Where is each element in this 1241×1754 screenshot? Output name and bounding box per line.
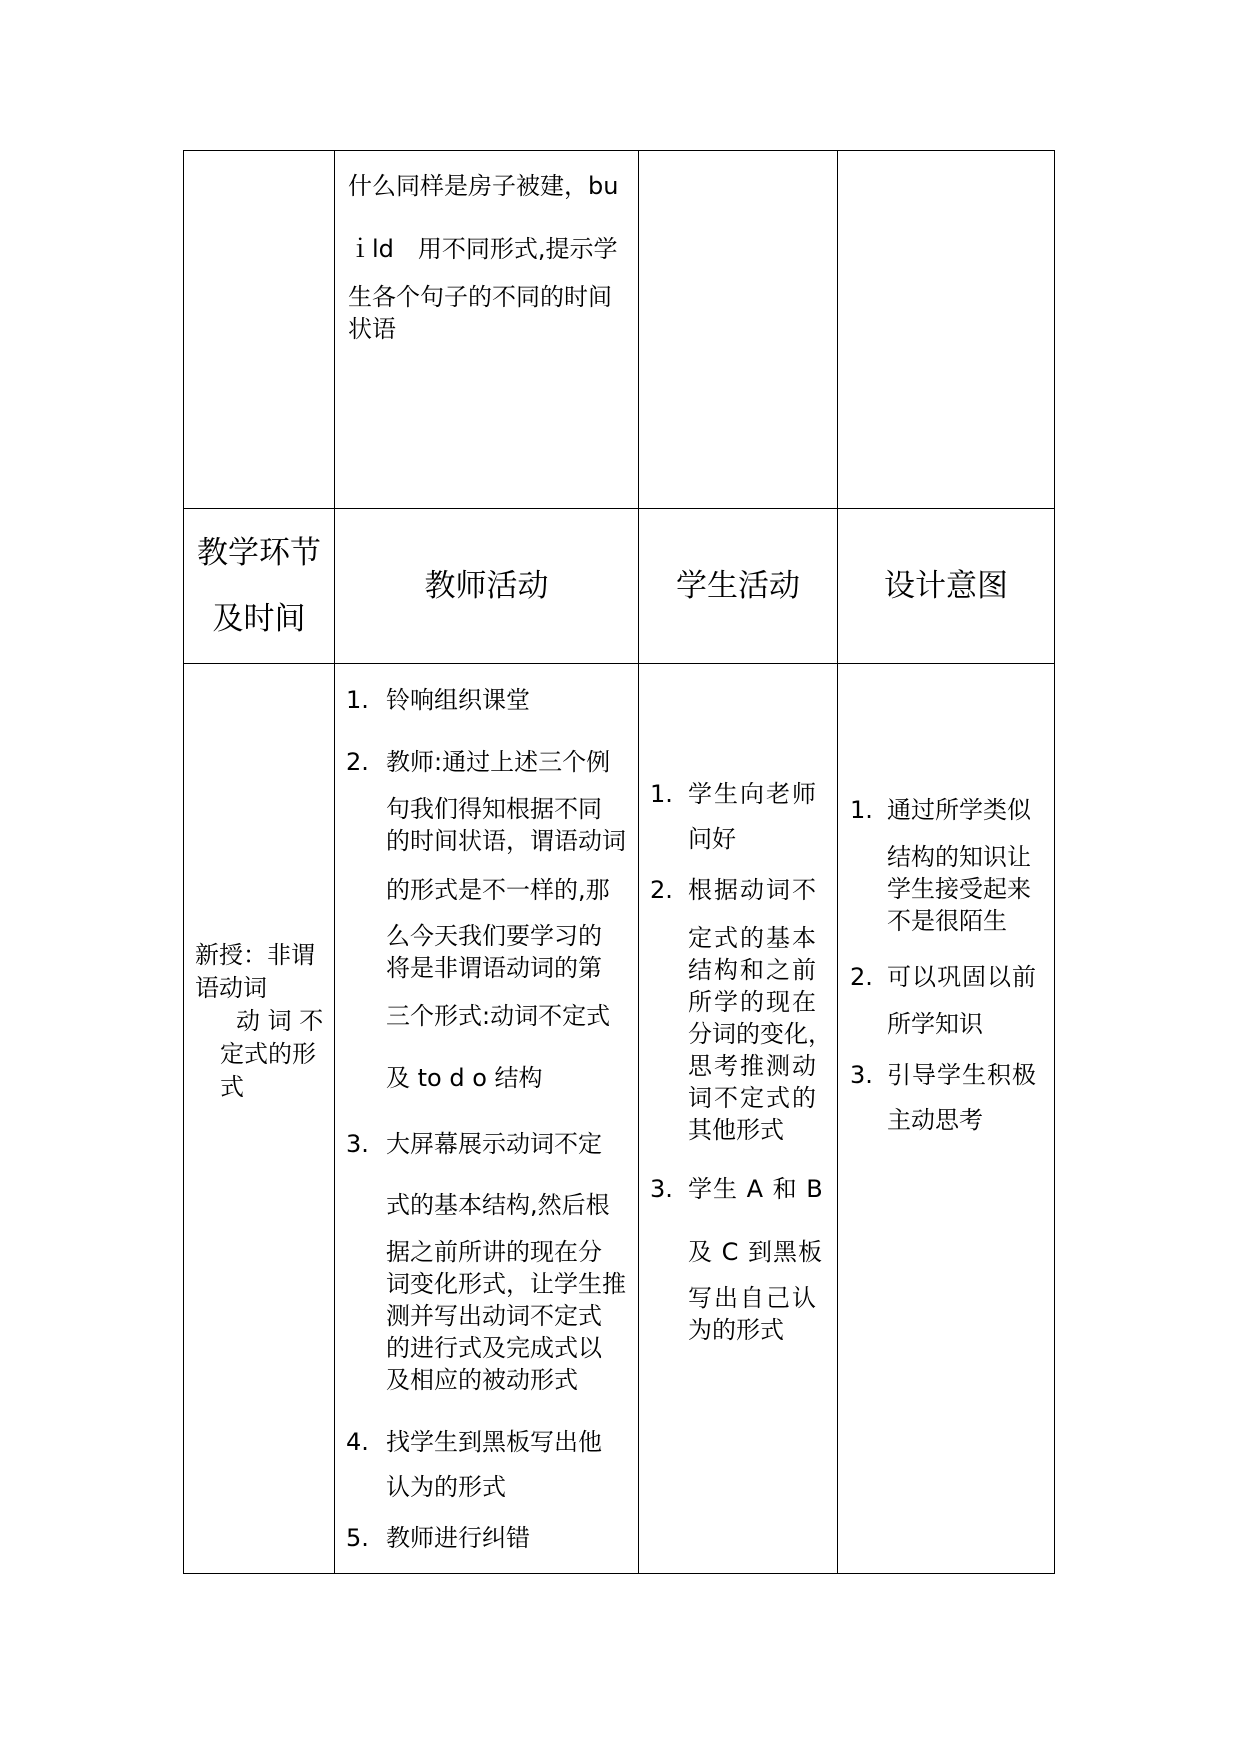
item-line: 的形式是不一样的,那 — [386, 876, 610, 904]
item-number: 3. — [850, 1061, 873, 1089]
header-stage-line2: 及时间 — [212, 601, 306, 637]
item-line: 句我们得知根据不同 — [386, 795, 602, 823]
item-number: 1. — [346, 686, 369, 714]
item-number: 4. — [346, 1428, 369, 1456]
item-line: 思考推测动 — [688, 1052, 818, 1080]
item-line: 学生向老师 — [688, 780, 818, 808]
item-line: 词变化形式，让学生推 — [386, 1270, 626, 1298]
item-line: 学生接受起来 — [887, 875, 1031, 903]
header-intent-cell — [838, 509, 1054, 663]
item-line: 将是非谓语动词的第 — [386, 954, 602, 982]
item-line: 通过所学类似 — [887, 796, 1031, 824]
stage-line: 语动词 — [195, 974, 267, 1002]
item-number: 2. — [650, 876, 673, 904]
design-intent-cell — [838, 664, 1054, 1573]
item-line: 问好 — [688, 825, 736, 853]
item-line: 及相应的被动形式 — [386, 1366, 578, 1394]
stage-line: 新授：非谓 — [195, 941, 315, 969]
item-line: 写出自己认 — [688, 1284, 818, 1312]
student-activity-cell — [639, 664, 837, 1573]
item-line: 测并写出动词不定式 — [386, 1302, 602, 1330]
item-line: 找学生到黑板写出他 — [386, 1428, 602, 1456]
item-number: 3. — [650, 1175, 673, 1203]
item-line: 不是很陌生 — [887, 907, 1007, 935]
item-line: 定式的基本 — [688, 924, 818, 952]
item-line: 铃响组织课堂 — [386, 686, 530, 714]
top-row-line: ｉld 用不同形式,提示学 — [348, 235, 618, 263]
top-row-line: 状语 — [348, 315, 396, 343]
item-line: 其他形式 — [688, 1116, 784, 1144]
table-border-bottom — [183, 1573, 1055, 1574]
item-line: 教师:通过上述三个例 — [386, 748, 611, 776]
header-student-cell — [639, 509, 837, 663]
item-line: 据之前所讲的现在分 — [386, 1238, 602, 1266]
item-line: 大屏幕展示动词不定 — [386, 1130, 602, 1158]
item-line: 及 C 到黑板 — [688, 1238, 824, 1266]
item-line: 三个形式:动词不定式 — [386, 1002, 611, 1030]
header-intent: 设计意图 — [884, 568, 1008, 604]
stage-cell — [184, 664, 334, 1573]
item-line: 学生 A 和 B — [688, 1175, 824, 1203]
item-number: 2. — [850, 963, 873, 991]
item-line: 可以巩固以前 — [887, 963, 1037, 991]
item-number: 1. — [850, 796, 873, 824]
header-teacher-cell — [335, 509, 638, 663]
item-line: 结构和之前 — [688, 956, 818, 984]
item-number: 2. — [346, 748, 369, 776]
header-teacher: 教师活动 — [424, 568, 549, 604]
teacher-activity-cell — [335, 664, 638, 1573]
table-border-right — [1054, 150, 1055, 1574]
item-line: 引导学生积极 — [887, 1061, 1037, 1089]
item-line: 认为的形式 — [386, 1473, 506, 1501]
item-line: 所学知识 — [887, 1010, 983, 1038]
item-line: 的时间状语，谓语动词 — [386, 827, 626, 855]
top-row-line: 什么同样是房子被建，bu — [348, 172, 619, 200]
item-line: 结构的知识让 — [887, 843, 1031, 871]
item-number: 3. — [346, 1130, 369, 1158]
header-student: 学生活动 — [676, 568, 800, 604]
item-line: 所学的现在 — [688, 988, 818, 1016]
stage-line: 动 词 不 — [236, 1007, 324, 1035]
item-number: 5. — [346, 1524, 369, 1552]
item-line: 及 to d o 结构 — [386, 1064, 543, 1092]
item-line: 主动思考 — [887, 1106, 983, 1134]
item-line: 为的形式 — [688, 1316, 784, 1344]
stage-line: 式 — [220, 1073, 244, 1101]
header-stage-cell — [184, 509, 334, 663]
item-line: 么今天我们要学习的 — [386, 922, 602, 950]
top-row-line: 生各个句子的不同的时间 — [348, 283, 612, 311]
header-stage-line1: 教学环节 — [197, 535, 321, 571]
item-number: 1. — [650, 780, 673, 808]
item-line: 教师进行纠错 — [386, 1524, 530, 1552]
item-line: 式的基本结构,然后根 — [386, 1191, 610, 1219]
item-line: 词不定式的 — [688, 1084, 818, 1112]
item-line: 根据动词不 — [688, 876, 818, 904]
stage-line: 定式的形 — [220, 1040, 316, 1068]
item-line: 分词的变化， — [688, 1020, 832, 1048]
top-row-teacher-cell — [335, 151, 638, 508]
item-line: 的进行式及完成式以 — [386, 1334, 602, 1362]
